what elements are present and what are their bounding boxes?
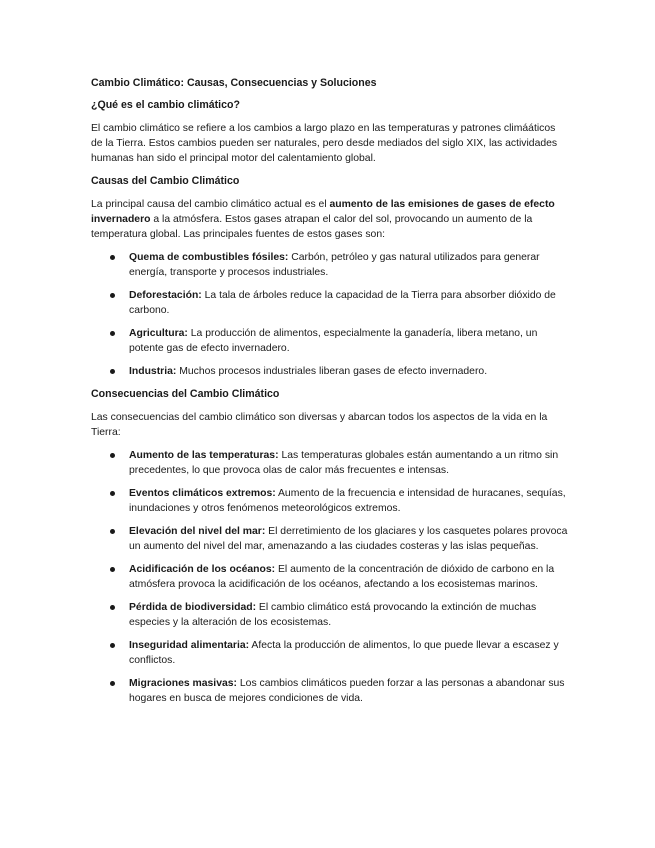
bullet-icon: [110, 453, 115, 458]
heading-consequences: Consecuencias del Cambio Climático: [91, 388, 280, 400]
list-item-text: Los cambios climáticos pueden forzar a las personas a abandonar sus hogares en busca de mejores condiciones de vida.: [129, 678, 565, 704]
causes-intro-after: a la atmósfera. Estos gases atrapan el calor del sol, provocando un aumento de la temperatura global. Las principales fuentes de estos gases son:: [91, 214, 533, 240]
list-item-text: Aumento de la frecuencia e intensidad de huracanes, sequías, inundaciones y otros fenómenos meteorológicos extremos.: [129, 488, 566, 514]
list-item: [91, 638, 569, 668]
list-item: [91, 288, 569, 318]
list-item-term: Migraciones masivas:: [129, 678, 237, 689]
list-item-term: Eventos climáticos extremos:: [129, 488, 276, 499]
list-item-text: El derretimiento de los glaciares y los casquetes polares provoca un aumento del nivel del mar, amenazando a las ciudades costeras y las islas pequeñas.: [129, 526, 568, 552]
list-item-term: Acidificación de los océanos:: [129, 564, 276, 575]
consequences-list: [91, 448, 569, 706]
list-item: [91, 326, 569, 356]
list-item: [91, 676, 569, 706]
list-item-term: Pérdida de biodiversidad:: [129, 602, 257, 613]
list-item-text: Las temperaturas globales están aumentando a un ritmo sin precedentes, lo que provoca olas de calor más frecuentes e intensas.: [129, 450, 559, 476]
list-item-term: Agricultura:: [129, 328, 188, 339]
document-title: Cambio Climático: Causas, Consecuencias y Soluciones: [91, 77, 377, 89]
bullet-icon: [110, 567, 115, 572]
list-item-text: El aumento de la concentración de dióxido de carbono en la atmósfera provoca la acidificación de los océanos, afectando a los ecosistemas marinos.: [129, 564, 555, 590]
list-item-term: Aumento de las temperaturas:: [129, 450, 279, 461]
document-page: [91, 76, 569, 714]
bullet-icon: [110, 643, 115, 648]
list-item: [91, 250, 569, 280]
list-item: [91, 600, 569, 630]
list-item-text: El cambio climático está provocando la extinción de muchas especies y la alteración de los ecosistemas.: [129, 602, 537, 628]
list-item-term: Quema de combustibles fósiles:: [129, 252, 289, 263]
list-item-term: Deforestación:: [129, 290, 202, 301]
bullet-icon: [110, 255, 115, 260]
bullet-icon: [110, 605, 115, 610]
paragraph-causes-intro: [91, 197, 569, 242]
bullet-icon: [110, 529, 115, 534]
heading-what-is: ¿Qué es el cambio climático?: [91, 99, 240, 111]
bullet-icon: [110, 293, 115, 298]
list-item-text: Afecta la producción de alimentos, lo que puede llevar a escasez y conflictos.: [129, 640, 559, 666]
bullet-icon: [110, 369, 115, 374]
list-item-term: Elevación del nivel del mar:: [129, 526, 266, 537]
bullet-icon: [110, 681, 115, 686]
list-item-term: Inseguridad alimentaria:: [129, 640, 250, 651]
list-item-term: Industria:: [129, 366, 177, 377]
list-item-text: Muchos procesos industriales liberan gases de efecto invernadero.: [176, 366, 488, 377]
heading-causes: Causas del Cambio Climático: [91, 175, 240, 187]
list-item: [91, 524, 569, 554]
list-item: [91, 448, 569, 478]
causes-intro-before: La principal causa del cambio climático actual es el: [91, 199, 330, 210]
causes-list: [91, 250, 569, 379]
list-item: [91, 562, 569, 592]
list-item-text: La tala de árboles reduce la capacidad de la Tierra para absorber dióxido de carbono.: [129, 290, 556, 316]
bullet-icon: [110, 331, 115, 336]
list-item: [91, 486, 569, 516]
paragraph-what-is: El cambio climático se refiere a los cambios a largo plazo en las temperaturas y patrones climááticos de la Tierra. Estos cambios pueden ser naturales, pero desde mediados del siglo XIX, las actividades humanas han sido el principal motor del calentamiento global.: [91, 123, 558, 164]
list-item: [91, 364, 569, 379]
bullet-icon: [110, 491, 115, 496]
list-item-text: La producción de alimentos, especialmente la ganadería, libera metano, un potente gas de efecto invernadero.: [129, 328, 538, 354]
causes-intro-bold: aumento de las emisiones de gases de efecto invernadero: [91, 199, 555, 225]
list-item-text: Carbón, petróleo y gas natural utilizados para generar energía, transporte y procesos industriales.: [129, 252, 540, 278]
paragraph-consequences-intro: Las consecuencias del cambio climático son diversas y abarcan todos los aspectos de la vida en la Tierra:: [91, 412, 548, 438]
